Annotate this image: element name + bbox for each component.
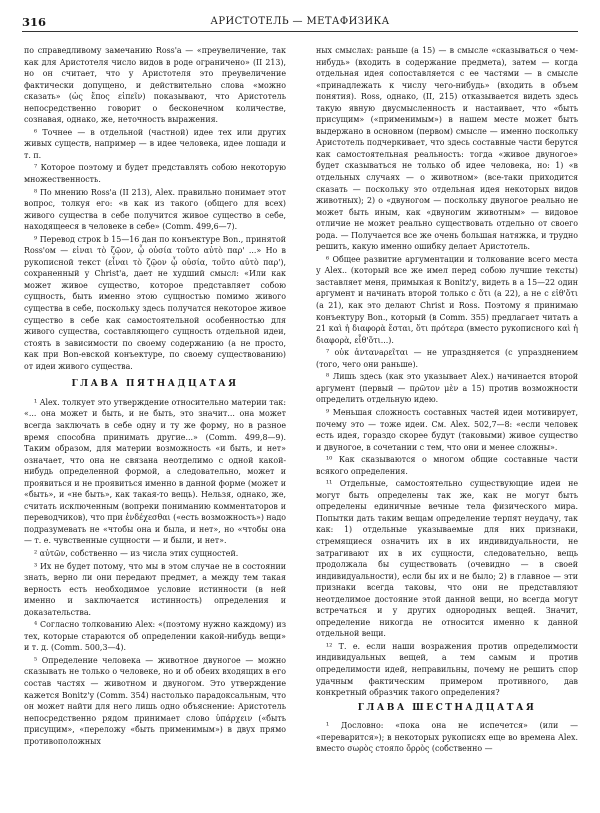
left-column [24, 45, 286, 748]
note-paragraph: ⁷ Которое поэтому и будет представлять собою некоторую множественность. [24, 163, 286, 185]
chapter-heading-fifteen: ГЛАВА ПЯТНАДЦАТАЯ [71, 379, 239, 390]
running-title: АРИСТОТЕЛЬ — МЕТАФИЗИКА [210, 16, 390, 27]
page-number: 316 [22, 15, 47, 29]
note-paragraph: ¹ Alex. толкует это утверждение относительно материи так: «... она может и быть, и не быть, это значит... она может всегда заключать в себе одну и ту же форму, но в разное время способна принимать другие...» (Comm. 499,8—9). Таким образом, для материи возможность «и быть, и нет» означает, что она не связана неотделимо с одной какой-нибудь определенной формой, а следовательно, может и проявиться и не проявиться именно в данной форме (может и «быть», и «не быть», как такая-то вещь). Нельзя, однако, же, считать исключенным (вопреки пониманию комментаторов и переводчиков), что при ἐνδέχεσθαι («есть возможность») надо подразумевать не «чтобы она и была, и нет», но «чтобы она — т. е. чувственные сущности — и были, и нет». [24, 397, 287, 546]
note-paragraph: ³ Их не будет потому, что мы в этом случае не в состоянии знать, верно ли они передают предмет, а между тем такая верность есть необходимое условие истинности (в ней именно и заключается истинность) определения и доказательства. [24, 561, 286, 617]
right-column [316, 45, 578, 756]
note-paragraph: ⁹ Меньшая сложность составных частей идеи мотивирует, почему это — тоже идеи. См. Alex. 502,7—8: «если человек есть идея, гораздо скорее будут (таковыми) живое существо и двуногое, в сочетании с тем, что они и менее сложны». [316, 407, 578, 452]
note-paragraph: ⁷ οὐκ ἀντανaρεῖται — не упраздняется (с упразднением (того, чего они раньше). [316, 348, 578, 369]
note-paragraph: ¹⁰ Как сказываются о многом общие составные части всякого определения. [316, 455, 578, 476]
note-paragraph: ¹ Дословно: «пока она не испечется» (или — «переварится»); в некоторых рукописях еще во времена Alex. вместо σωρὸς стояло ὄρρὸς (собственно — [316, 721, 578, 754]
page-header [22, 15, 578, 32]
note-paragraph: ⁶ Точнее — в отдельной (частной) идее тех или других живых существ, например — в идее человека, идее лошади и т. п. [24, 127, 286, 160]
note-paragraph: ⁸ По мнению Ross'a (II 213), Alex. правильно понимает этот вопрос, толкуя его: «в как из такого (общего для всех) живого существа в себе получится живое существо в себе, находящееся в человеке в себе» (Comm. 499,6—7). [24, 187, 286, 232]
note-paragraph: ных смыслах: раньше (а 15) — в смысле «сказываться о чем-нибудь» (входить в содержание предмета), затем — когда отдельная идея сопоставляется с ее частями — в смысле «принадлежать к числу чего-нибудь» (входить в объем понятия). Ross, однако, (II, 215) отказывается видеть здесь такую явную двусмысленность и настаивает, что «быть присущим» («применимым») в нашем месте может быть выдержано в основном (первом) смысле — именно поскольку Аристотель подчеркивает, что здесь составные части берутся как самостоятельная реальность: тогда «живое двуногое» будет сказываться не только об идее человека, но: 1) «в отдельных случаях — о животном» (все-таки приходится сказать — поскольку это отдельная идея некоторых видов животных); 2) о «двуногом — поскольку двуногое реально не может быть иным, как «двуногим животным» — видовое отличие не может реально существовать отдельно от своего рода. — Получается все же очень большая натяжка, и трудно решить, какую именно ошибку делает Аристотель. [316, 46, 578, 252]
note-paragraph: ¹² Т. е. если наши возражения против определимости индивидуальных вещей, а тем самым и против определимости идей, неправильны, почему не решить спор удачным фактическим примером противного, дав конкретный образчик такого определения? [316, 641, 578, 698]
chapter-heading-sixteen: ГЛАВА ШЕСТНАДЦАТАЯ [357, 702, 537, 713]
note-paragraph: ¹¹ Отдельные, самостоятельно существующие идеи не могут быть определены так же, как не могут быть определены единичные вечные тела физического мира. Попытки дать таким вещам определение терпят неудачу, так как: 1) отдельные указываемые для них признаки, стремящиеся означить их в их индивидуальности, не затрагивают их в их сущности, следовательно, вещь продолжала бы существовать (очевидно — в своей индивидуальности), если бы их и не было; 2) в главное — эти признаки всегда таковы, что они не представляют неотделимое достояние этой данной вещи, но всегда могут встречаться и у других однородных вещей. Значит, определение никогда не относится именно к данной отдельной вещи. [316, 479, 578, 639]
note-paragraph: ⁶ Общее развитие аргументации и толкование всего места у Alex.. (который все же имел перед собою лучшие тексты) заставляет меня, примыкая к Bonitz'у, видеть в а 15—22 один аргумент и начинать второй только с ὅτι (а 22), а не с εἰθ'ὅτι (а 21), как это делают Christ и Ross. Поэтому я принимаю конъектуру Bon., который (в Comm. 355) предлагает читать а 21 καὶ ἡ διαφορὰ ἔσται, ὅτι πρότερα (вместо рукописного καὶ ἡ διαφορὰ, εἶθ'ὅτι...). [316, 254, 578, 345]
note-paragraph: ⁵ Определение человека — животное двуногое — можно сказывать не только о человеке, но и об обеих входящих в его состав частях — животном и двуногом. Это утверждение кажется Bonitz'у (Comm. 354) настолько парадоксальным, что он может найти для него лишь одно объяснение: Аристотель непосредственно рядом принимает слово ὑπάρχειν («быть присущим», «переложу «быть применимым») в двух прямо противоположных [24, 655, 286, 746]
note-paragraph: по справедливому замечанию Ross'a — «преувеличение, так как для Аристотеля число видов в роде ограничено» (II 213), но он считает, что у Аристотеля это преувеличение фактически допущено, и действительно слова «можно сказать» (ὡς ἔπος εἰπεῖν) показывают, что Аристотель непосредственно говорит о бесконечном количестве, сознавая, однако, же, неточность выражения. [24, 46, 286, 125]
note-paragraph: ⁸ Лишь здесь (как это указывает Alex.) начинается второй аргумент (первый — πρῶτον μὲν а 15) против возможности определить отдельную идею. [316, 372, 578, 405]
note-paragraph: ² αὐτῶν, собственно — из числа этих сущностей. [34, 548, 239, 558]
note-paragraph: ⁹ Перевод строк b 15—16 дан по конъектуре Bon., принятой Ross'ом — εἰναι τὸ ζῷον, ᾧ οὐσία τοῦτο αὐτὸ παρ' ...» Но в рукописной текст (εἶναι τὸ ζῷον ᾧ οὐσία, τοῦτο αὐτὸ παρ'), сохраненный у Christ'a, дает не худший смысл: «Или как может живое существо, которое представляет собою сущность, быть именно этою сущностью помимо живого существа в себе, поскольку здесь получатся некоторое живое существо в себе как самостоятельной особенностью для живого существа, составляющего сущность отдельной идеи, стоять в зависимости по своему содержанию (а не просто, как при Bon-евской конъектуре, по своему существованию) от идеи живого существа. [24, 234, 286, 371]
note-paragraph: ⁴ Согласно толкованию Alex: «(поэтому нужно каждому) из тех, которые стараются об определении какой-нибудь вещи» и т. д. (Comm. 500,3—4). [24, 620, 286, 653]
